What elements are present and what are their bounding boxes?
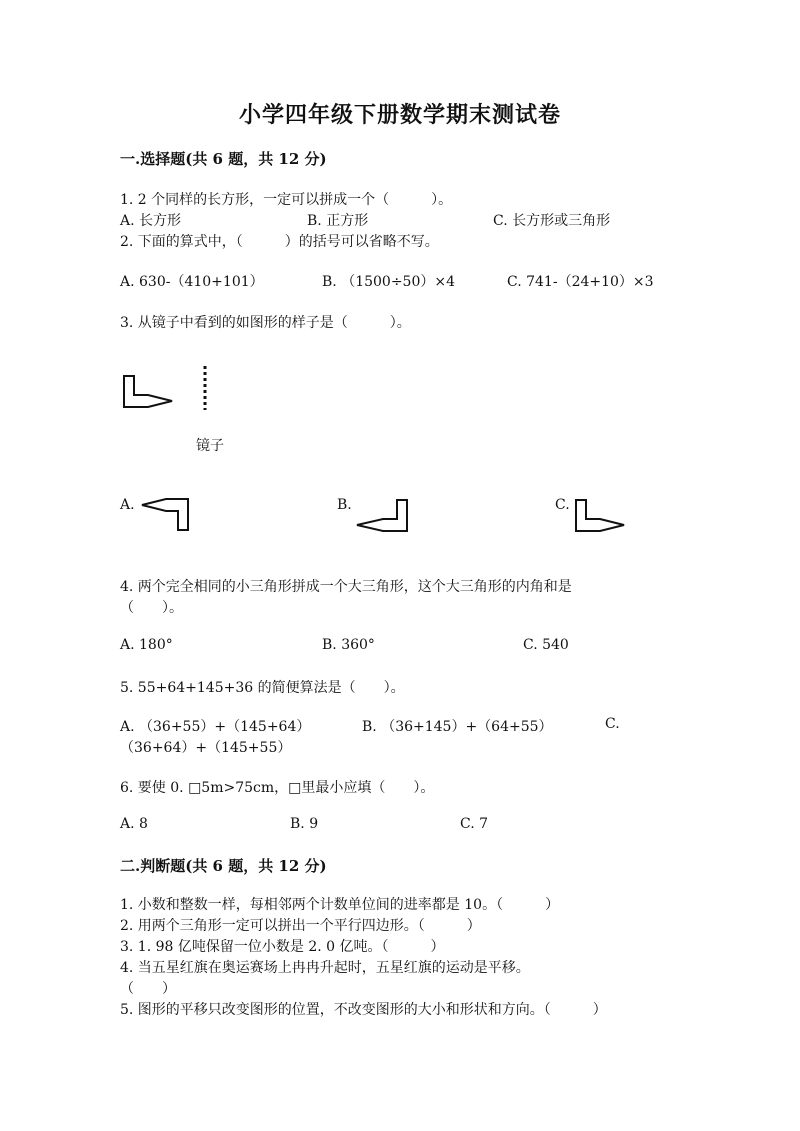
option-c-figure bbox=[572, 496, 632, 536]
judgement-item-5: 5. 图形的平移只改变图形的位置，不改变图形的大小和形状和方向。（ ） bbox=[120, 1002, 607, 1018]
section-heading-judgement: 二.判断题(共 6 题，共 12 分) bbox=[120, 857, 327, 875]
question-6-text: 6. 要使 0. □5m>75cm，□里最小应填（ ）。 bbox=[120, 780, 435, 796]
question-5-option-c: C. bbox=[605, 716, 620, 732]
question-2-option-b: B. （1500÷50）×4 bbox=[322, 274, 455, 290]
question-5-option-a: A. （36+55）+（145+64） bbox=[120, 719, 311, 735]
question-1-option-b: B. 正方形 bbox=[307, 213, 369, 229]
question-3-option-b: B. bbox=[337, 497, 352, 513]
question-6-option-a: A. 8 bbox=[120, 816, 148, 832]
question-2-option-a: A. 630-（410+101） bbox=[120, 274, 264, 290]
option-a-figure bbox=[140, 497, 195, 535]
judgement-item-4-blank: （ ） bbox=[120, 981, 176, 997]
page-title: 小学四年级下册数学期末测试卷 bbox=[238, 102, 561, 128]
l-shape-arrow-figure bbox=[120, 372, 180, 412]
question-4-option-a: A. 180° bbox=[120, 637, 173, 653]
option-b-figure bbox=[355, 496, 415, 536]
question-1-option-c: C. 长方形或三角形 bbox=[493, 213, 611, 229]
question-6-option-c: C. 7 bbox=[460, 816, 489, 832]
judgement-item-2: 2. 用两个三角形一定可以拼出一个平行四边形。（ ） bbox=[120, 918, 481, 934]
question-4-option-c: C. 540 bbox=[523, 637, 569, 653]
question-3-text: 3. 从镜子中看到的如图形的样子是（ ）。 bbox=[120, 315, 411, 331]
mirror-label: 镜子 bbox=[196, 438, 224, 454]
question-1-option-a: A. 长方形 bbox=[120, 213, 182, 229]
question-5-option-c-expression: （36+64）+（145+55） bbox=[120, 740, 292, 756]
mirror-dotted-line bbox=[200, 364, 210, 414]
question-6-option-b: B. 9 bbox=[290, 816, 319, 832]
question-3-option-a: A. bbox=[120, 497, 135, 513]
question-2-text: 2. 下面的算式中，（ ）的括号可以省略不写。 bbox=[120, 234, 439, 250]
question-5-option-b: B. （36+145）+（64+55） bbox=[362, 719, 553, 735]
judgement-item-1: 1. 小数和整数一样，每相邻两个计数单位间的进率都是 10。（ ） bbox=[120, 897, 560, 913]
judgement-item-3: 3. 1. 98 亿吨保留一位小数是 2. 0 亿吨。（ ） bbox=[120, 939, 445, 955]
question-5-text: 5. 55+64+145+36 的简便算法是（ ）。 bbox=[120, 680, 405, 696]
question-1-text: 1. 2 个同样的长方形，一定可以拼成一个（ ）。 bbox=[120, 192, 453, 208]
question-3-option-c: C. bbox=[555, 497, 570, 513]
judgement-item-4: 4. 当五星红旗在奥运赛场上冉冉升起时，五星红旗的运动是平移。 bbox=[120, 960, 530, 976]
section-heading-choice: 一.选择题(共 6 题，共 12 分) bbox=[120, 150, 327, 168]
question-4-option-b: B. 360° bbox=[322, 637, 375, 653]
question-2-option-c: C. 741-（24+10）×3 bbox=[507, 274, 654, 290]
question-4-text-line2: （ ）。 bbox=[120, 600, 183, 616]
question-4-text-line1: 4. 两个完全相同的小三角形拼成一个大三角形，这个大三角形的内角和是 bbox=[120, 579, 572, 595]
